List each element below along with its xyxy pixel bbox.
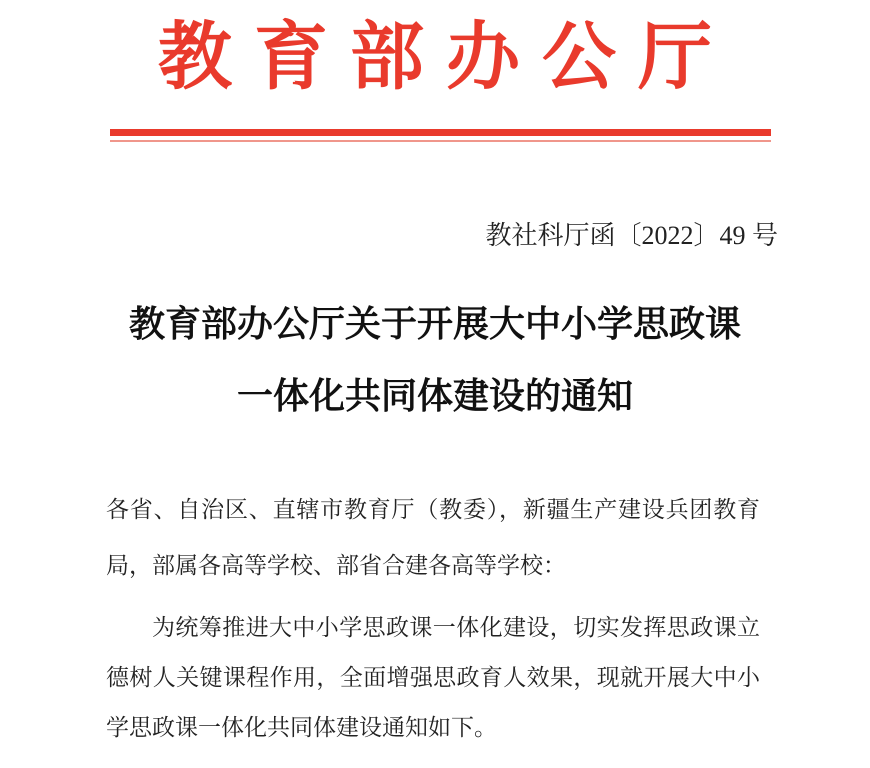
recipients-line-2: 局，部属各高等学校、部省合建各高等学校： (106, 553, 566, 578)
letterhead-rule-thin (110, 140, 771, 142)
letterhead-rule-thick (110, 129, 771, 136)
doc-number: 教社科厅函〔2022〕49 号 (485, 221, 778, 250)
paragraph-line-2: 德树人关键课程作用，全面增强思政育人效果，现就开展大中小 (106, 665, 760, 690)
letterhead-org-name: 教育部办公厅 (158, 17, 734, 99)
document-title-line2: 一体化共同体建设的通知 (236, 376, 633, 416)
recipients-block (106, 482, 760, 594)
recipients-line-1: 各省、自治区、直辖市教育厅（教委），新疆生产建设兵团教育 (106, 497, 760, 522)
paragraph-line-3: 学思政课一体化共同体建设通知如下。 (106, 715, 497, 740)
paragraph-line-1: 为统筹推进大中小学思政课一体化建设，切实发挥思政课立 (152, 615, 760, 640)
document-title (0, 288, 870, 432)
body-paragraph (106, 603, 760, 753)
letterhead (0, 10, 870, 106)
document-title-line1: 教育部办公厅关于开展大中小学思政课 (128, 304, 741, 344)
